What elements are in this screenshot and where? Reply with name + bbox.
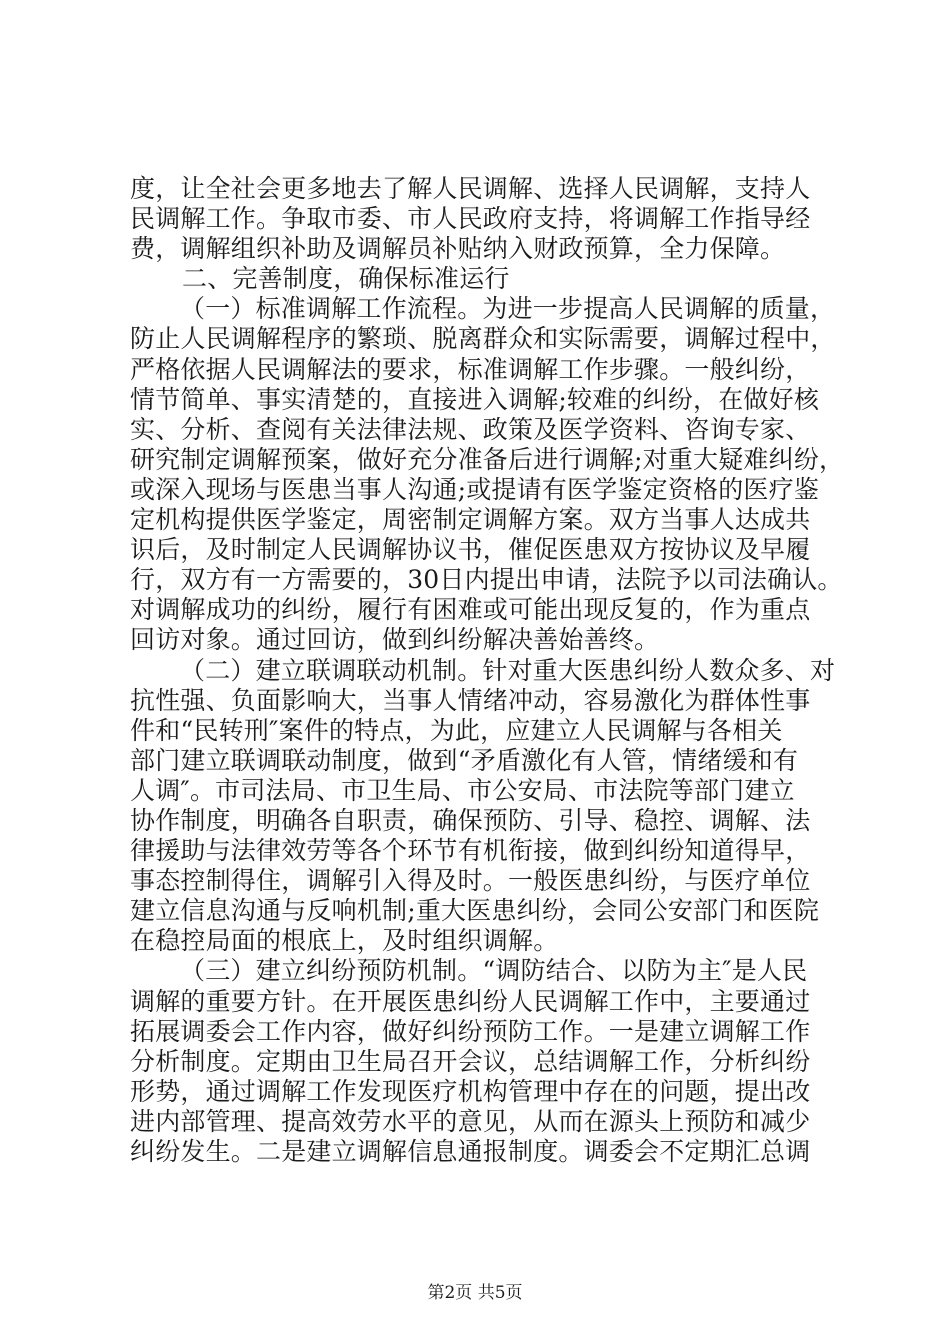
text-line: 定机构提供医学鉴定，周密制定调解方案。双方当事人达成共 [130, 505, 811, 535]
text-line: 严格依据人民调解法的要求，标准调解工作步骤。一般纠纷， [130, 354, 811, 384]
text-line: 民调解工作。争取市委、市人民政府支持，将调解工作指导经 [130, 204, 811, 234]
text-line: 度，让全社会更多地去了解人民调解、选择人民调解，支持人 [130, 174, 811, 203]
text-line: 律援助与法律效劳等各个环节有机衔接，做到纠纷知道得早， [130, 836, 811, 866]
text-line: 费，调解组织补助及调解员补贴纳入财政预算，全力保障。 [130, 234, 786, 264]
text-line: 人调″。市司法局、市卫生局、市公安局、市法院等部门建立 [130, 775, 795, 805]
page-number-footer: 第2页 共5页 [427, 1283, 523, 1303]
text-line: 拓展调委会工作内容，做好纠纷预防工作。一是建立调解工作 [130, 1016, 811, 1046]
text-line: 或深入现场与医患当事人沟通;或提请有医学鉴定资格的医疗鉴 [130, 474, 820, 504]
text-line: 形势，通过调解工作发现医疗机构管理中存在的问题，提出改 [130, 1076, 811, 1106]
text-line: 协作制度，明确各自职责，确保预防、引导、稳控、调解、法 [130, 805, 811, 835]
paragraph-first-line: （一）标准调解工作流程。为进一步提高人民调解的质量， [180, 294, 836, 324]
document-body [130, 174, 845, 1167]
text-line: 建立信息沟通与反响机制;重大医患纠纷，会同公安部门和医院 [130, 896, 820, 926]
text-line: 分析制度。定期由卫生局召开会议，总结调解工作，分析纠纷 [130, 1046, 811, 1076]
text-line: 调解的重要方针。在开展医患纠纷人民调解工作中，主要通过 [130, 986, 811, 1016]
text-line: 部门建立联调联动制度，做到“矛盾激化有人管，情绪缓和有 [130, 745, 799, 775]
section-heading: 二、完善制度，确保标准运行 [182, 264, 510, 294]
paragraph-first-line: （二）建立联调联动机制。针对重大医患纠纷人数众多、对 [180, 655, 836, 685]
text-line: 防止人民调解程序的繁琐、脱离群众和实际需要，调解过程中， [130, 324, 836, 354]
text-line: 识后，及时制定人民调解协议书，催促医患双方按协议及早履 [130, 535, 811, 565]
text-line: 抗性强、负面影响大，当事人情绪冲动，容易激化为群体性事 [130, 685, 811, 715]
text-line: 在稳控局面的根底上，及时组织调解。 [130, 926, 559, 956]
text-line: 进内部管理、提高效劳水平的意见，从而在源头上预防和减少 [130, 1106, 811, 1136]
paragraph-first-line: （三）建立纠纷预防机制。“调防结合、以防为主″是人民 [180, 956, 808, 986]
text-line: 研究制定调解预案，做好充分准备后进行调解;对重大疑难纠纷， [130, 444, 845, 474]
text-line: 纠纷发生。二是建立调解信息通报制度。调委会不定期汇总调 [130, 1137, 811, 1166]
text-line: 回访对象。通过回访，做到纠纷解决善始善终。 [130, 625, 660, 655]
text-line: 实、分析、查阅有关法律法规、政策及医学资料、咨询专家、 [130, 414, 811, 444]
text-line: 件和“民转刑″案件的特点，为此，应建立人民调解与各相关 [130, 715, 783, 745]
text-line: 情节简单、事实清楚的，直接进入调解;较难的纠纷，在做好核 [130, 384, 820, 414]
text-line: 对调解成功的纠纷，履行有困难或可能出现反复的，作为重点 [130, 595, 811, 625]
text-line: 事态控制得住，调解引入得及时。一般医患纠纷，与医疗单位 [130, 866, 811, 896]
text-line: 行，双方有一方需要的，30日内提出申请，法院予以司法确认。 [130, 565, 843, 595]
